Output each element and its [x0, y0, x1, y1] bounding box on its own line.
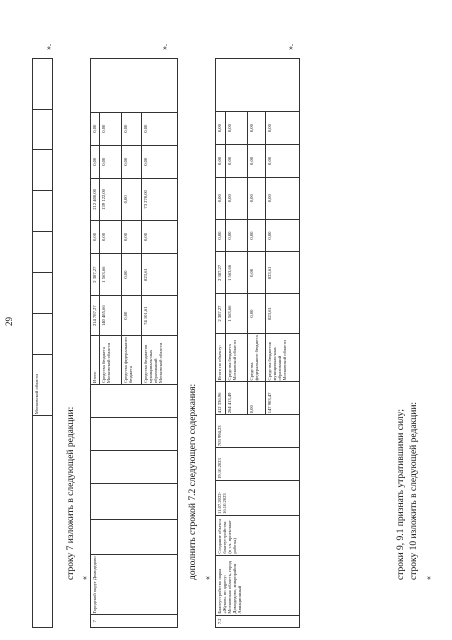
row7-source-1: Средства бюджета Московской области	[100, 336, 122, 385]
close-quote-row72: ».	[286, 44, 295, 50]
row72-work: Создание объекта благоустройства (в т.ч. проектные работы)	[216, 515, 300, 555]
instruction-row10: строку 10 изложить в следующей редакции:	[409, 401, 419, 580]
row72-source-1: Средства бюджета Московской области	[226, 333, 248, 382]
row7-source-2: Средства федерального бюджета	[122, 336, 142, 385]
open-quote-3: «	[424, 576, 433, 580]
instruction-row991: строки 9, 9.1 признать утратившими силу;	[396, 408, 406, 580]
top-region-cell: Московской области	[33, 355, 53, 416]
row72-object: Благоустройство парка «Жуков» по адресу: Московская область, город Домодедово, микрорайон Авиационный	[216, 555, 300, 615]
row72-cost: 703 994,23	[216, 415, 300, 448]
top-continuation-table	[32, 58, 53, 628]
row7-name: Городской округ Домодедово	[91, 555, 178, 615]
row72-finance-1: 264 413,49	[226, 382, 248, 415]
row7-number: 7	[91, 615, 178, 628]
instruction-row7: строку 7 изложить в следующей редакции:	[66, 406, 76, 580]
page-number: 29	[4, 317, 14, 326]
instruction-row72: дополнить строкой 7.2 следующего содержания:	[188, 383, 198, 580]
row72-number: 7.2	[216, 615, 300, 627]
row72-table: 7.2 Благоустройство парка «Жуков» по адресу: Московская область, город Домодедово, микрорайон Авиационный Создание объекта благоустройства (в т.ч. проектные работы) 11.07.2022-16.10.2023 19.10.2023 703 994,23 412 336,96 Итого по объекту: 2 387,27 2 387,27 0,00 0,00 0,00 0,00 264 413,49 Средства бюджета Московской области 1 563,66 1 563,66 0,00 0,00 0,00 0,00 0,00 Средства федерального бюджета 0,00 0,00 0,00 0,00 0,00 0,00 147 903,47 Средства бюджетов муниципаль-ных образований Московской области 823,61 823,61 0,00 0,00 0,00 0,00	[215, 58, 300, 628]
row72-finance-0: 412 336,96	[216, 382, 226, 415]
row72-period: 11.07.2022-16.10.2023	[216, 480, 300, 515]
open-quote-2: «	[203, 576, 212, 580]
row72-source-2: Средства федерального бюджета	[248, 333, 266, 382]
row7-source-0: Итого	[91, 336, 100, 385]
row72-finance-2: 0,00	[248, 382, 266, 415]
close-quote-row7: ».	[160, 44, 169, 50]
open-quote-1: «	[80, 576, 89, 580]
row7-source-3: Средства бюджетов муниципаль-ных образований Московской области	[142, 336, 178, 385]
close-quote: ».	[44, 44, 53, 50]
row72-source-3: Средства бюджетов муниципаль-ных образований Московской области	[266, 333, 300, 382]
row72-finance-3: 147 903,47	[266, 382, 300, 415]
row72-date: 19.10.2023	[216, 448, 300, 481]
row7-table: 7 Городской округ Домодедово Итого 214 787,27 2 387,27 0,00 212 400,00 0,00 0,00 Средства бюджета Московской области 140 485,66 1 563,66 0,00 139 122,00 0,00 0,00 Средства федерального бюджета 0,00 0,00 0,00 0,00 0,00 0,00 Средства бюджетов муниципаль-ных образований Московской области 74 101,61 823,61 0,00 73 278,00 0,00 0,00	[90, 58, 178, 628]
row72-source-0: Итого по объекту:	[216, 333, 226, 382]
